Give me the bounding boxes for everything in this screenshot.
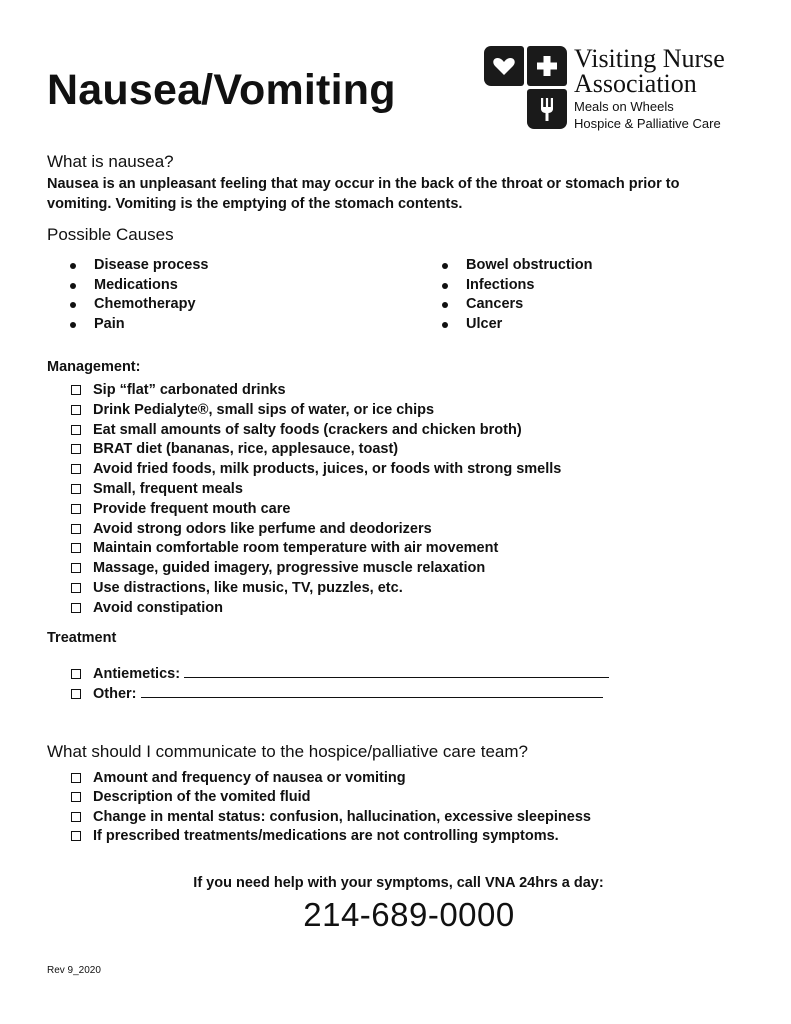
- checkbox-icon[interactable]: [71, 405, 81, 415]
- checkbox-icon[interactable]: [71, 385, 81, 395]
- checklist-item: [70, 382, 561, 402]
- checklist-text: Sip “flat” carbonated drinks: [93, 382, 286, 398]
- checkbox-icon[interactable]: [71, 504, 81, 514]
- bullet-icon: [442, 322, 448, 328]
- checklist-item: [70, 600, 561, 620]
- checklist-text: Small, frequent meals: [93, 480, 243, 497]
- bullet-icon: [442, 263, 448, 269]
- checklist-text: Amount and frequency of nausea or vomiting: [93, 770, 406, 786]
- checkbox-icon[interactable]: [71, 689, 81, 699]
- bullet-icon: [70, 283, 76, 289]
- list-item: [70, 296, 208, 316]
- checkbox-icon[interactable]: [71, 484, 81, 494]
- checklist-text: Avoid strong odors like perfume and deodorizers: [93, 520, 432, 537]
- checklist-text: Description of the vomited fluid: [93, 789, 311, 806]
- cross-tile: [527, 46, 567, 86]
- causes-list-left: [70, 257, 208, 335]
- vna-logo: [484, 46, 774, 136]
- cause-label: Pain: [94, 315, 125, 332]
- bullet-icon: [70, 322, 76, 328]
- list-item: [442, 277, 592, 297]
- what-is-line1: Nausea is an unpleasant feeling that may occur in the back of the throat or stomach prior to: [47, 176, 680, 192]
- checklist-item: [70, 501, 561, 521]
- checklist-item: [70, 402, 561, 422]
- checklist-text: If prescribed treatments/medications are not controlling symptoms.: [93, 828, 559, 845]
- heart-tile: [484, 46, 524, 86]
- checklist-text: BRAT diet (bananas, rice, applesauce, toast): [93, 441, 399, 458]
- revision-label: Rev 9_2020: [47, 965, 101, 976]
- checklist-item: [70, 461, 561, 481]
- list-item: [442, 296, 592, 316]
- checklist-item: [70, 540, 561, 560]
- checkbox-icon[interactable]: [71, 583, 81, 593]
- bullet-icon: [442, 283, 448, 289]
- what-is-text: [47, 174, 727, 214]
- checklist-text: Maintain comfortable room temperature with air movement: [93, 540, 499, 557]
- checkbox-icon[interactable]: [71, 669, 81, 679]
- checklist-item: [70, 789, 591, 808]
- logo-sub-line2: Hospice & Palliative Care: [574, 116, 721, 131]
- checklist-item: [70, 560, 561, 580]
- heart-icon: [484, 46, 524, 86]
- checkbox-icon[interactable]: [71, 831, 81, 841]
- list-item: [70, 316, 208, 336]
- checklist-item: [70, 809, 591, 828]
- help-text-label: If you need help with your symptoms, call VNA 24hrs a day:: [193, 875, 604, 891]
- checkbox-icon[interactable]: [71, 543, 81, 553]
- checklist-item: [70, 828, 591, 847]
- checklist-text: Massage, guided imagery, progressive muscle relaxation: [93, 560, 486, 577]
- checklist-item: [70, 441, 561, 461]
- checklist-text: Use distractions, like music, TV, puzzles, etc.: [93, 579, 403, 596]
- cause-label: Bowel obstruction: [466, 257, 593, 273]
- fork-icon: [527, 89, 567, 129]
- logo-brand-line1: Visiting Nurse: [574, 44, 725, 73]
- checklist-text: Change in mental status: confusion, hallucination, excessive sleepiness: [93, 808, 591, 825]
- what-is-heading: What is nausea?: [47, 152, 174, 171]
- checklist-item: [70, 481, 561, 501]
- checkbox-icon[interactable]: [71, 425, 81, 435]
- other-fill-line[interactable]: [141, 686, 603, 698]
- list-item: [70, 257, 208, 277]
- checklist-item: [70, 422, 561, 442]
- bullet-icon: [70, 302, 76, 308]
- list-item: [442, 316, 592, 336]
- checkbox-icon[interactable]: [71, 444, 81, 454]
- cause-label: Medications: [94, 276, 178, 293]
- fork-tile: [527, 89, 567, 129]
- checkbox-icon[interactable]: [71, 812, 81, 822]
- phone-number[interactable]: 214-689-0000: [303, 896, 515, 933]
- treatment-checklist: [70, 666, 609, 706]
- treatment-label: Treatment: [47, 630, 117, 646]
- causes-list-right: [442, 257, 592, 335]
- checklist-text: Antiemetics:: [93, 666, 181, 682]
- help-text: [0, 875, 791, 891]
- checklist-item: [70, 666, 609, 686]
- communicate-heading: What should I communicate to the hospice/palliative care team?: [47, 742, 528, 761]
- cause-label: Cancers: [466, 296, 524, 313]
- checklist-text: Eat small amounts of salty foods (crackers and chicken broth): [93, 421, 522, 438]
- checkbox-icon[interactable]: [71, 563, 81, 573]
- management-checklist: [70, 382, 561, 620]
- cause-label: Disease process: [94, 257, 209, 273]
- checkbox-icon[interactable]: [71, 792, 81, 802]
- checklist-text: Provide frequent mouth care: [93, 500, 291, 517]
- checklist-text: Avoid constipation: [93, 599, 223, 616]
- list-item: [70, 277, 208, 297]
- checkbox-icon[interactable]: [71, 524, 81, 534]
- cross-icon: [527, 46, 567, 86]
- checkbox-icon[interactable]: [71, 773, 81, 783]
- checklist-text: Avoid fried foods, milk products, juices, or foods with strong smells: [93, 461, 562, 478]
- checkbox-icon[interactable]: [71, 603, 81, 613]
- cause-label: Ulcer: [466, 315, 503, 332]
- checklist-item: [70, 580, 561, 600]
- what-is-line2: vomiting. Vomiting is the emptying of the stomach contents.: [47, 196, 463, 212]
- page-title: Nausea/Vomiting: [47, 66, 396, 114]
- checklist-text: Drink Pedialyte®, small sips of water, or ice chips: [93, 401, 435, 418]
- logo-brand-line2: Association: [574, 69, 697, 98]
- checklist-item: [70, 686, 609, 706]
- logo-sub-line1: Meals on Wheels: [574, 99, 674, 114]
- management-label: Management:: [47, 359, 141, 375]
- list-item: [442, 257, 592, 277]
- checklist-item: [70, 521, 561, 541]
- communicate-checklist: [70, 770, 591, 848]
- bullet-icon: [70, 263, 76, 269]
- checklist-item: [70, 770, 591, 789]
- bullet-icon: [442, 302, 448, 308]
- checkbox-icon[interactable]: [71, 464, 81, 474]
- causes-heading: Possible Causes: [47, 225, 174, 244]
- antiemetics-fill-line[interactable]: [184, 666, 609, 678]
- cause-label: Infections: [466, 276, 535, 293]
- cause-label: Chemotherapy: [94, 296, 196, 313]
- checklist-text: Other:: [93, 686, 137, 702]
